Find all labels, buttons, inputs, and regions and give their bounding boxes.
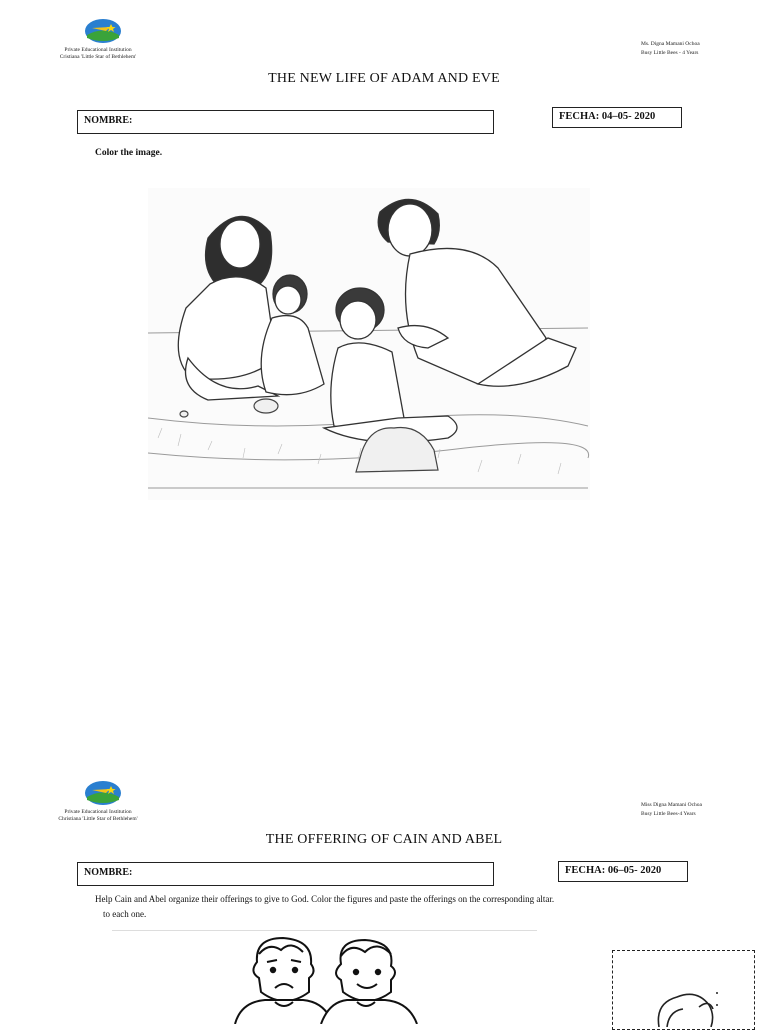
instruction-text: Color the image.	[95, 148, 163, 158]
teacher-name: Ms. Digna Mamani Ochoa	[641, 41, 700, 47]
institution-line-1: Private Educational Institution	[64, 47, 132, 53]
cutout-box	[612, 950, 755, 1030]
teacher-name: Miss Digna Mamani Ochoa	[641, 802, 702, 808]
name-field[interactable]	[77, 110, 494, 134]
cain-and-abel-illustration	[225, 932, 425, 1024]
school-logo-icon	[84, 18, 122, 44]
name-field[interactable]	[77, 862, 494, 886]
class-name: Busy Little Bees-4 Years	[641, 811, 696, 817]
instruction-line-2: to each one.	[103, 909, 147, 919]
school-logo-icon	[84, 780, 122, 806]
date-field	[558, 861, 688, 882]
offering-lamb-icon	[649, 987, 719, 1027]
institution-line-2: Cristiana 'Little Star of Bethlehem'	[59, 54, 137, 60]
institution-line-1: Private Educational Institution	[64, 809, 132, 815]
instruction	[88, 892, 688, 921]
instruction-text: Help Cain and Abel organize their offerings to give to God. Color the figures and paste the offerings on the corresponding altar.	[95, 894, 555, 904]
date-label: FECHA: 04–05- 2020	[559, 111, 656, 122]
date-label: FECHA: 06–05- 2020	[565, 865, 662, 876]
page-title: THE NEW LIFE OF ADAM AND EVE	[268, 71, 500, 86]
sheet-2	[0, 760, 768, 1024]
teacher-info	[641, 801, 751, 819]
class-name: Busy Little Bees - 4 Years	[641, 50, 699, 56]
name-label: NOMBRE:	[84, 867, 133, 878]
coloring-illustration	[148, 188, 590, 500]
institution-name	[30, 47, 166, 61]
divider	[112, 930, 537, 931]
teacher-info	[641, 40, 751, 58]
name-label: NOMBRE:	[84, 115, 133, 126]
institution-line-2: Christiana 'Little Star of Bethlehem'	[58, 816, 138, 822]
page-title: THE OFFERING OF CAIN AND ABEL	[265, 832, 503, 847]
instruction-line-1	[88, 892, 688, 907]
institution-name	[30, 809, 166, 823]
instruction	[88, 148, 162, 158]
date-field	[552, 107, 682, 128]
